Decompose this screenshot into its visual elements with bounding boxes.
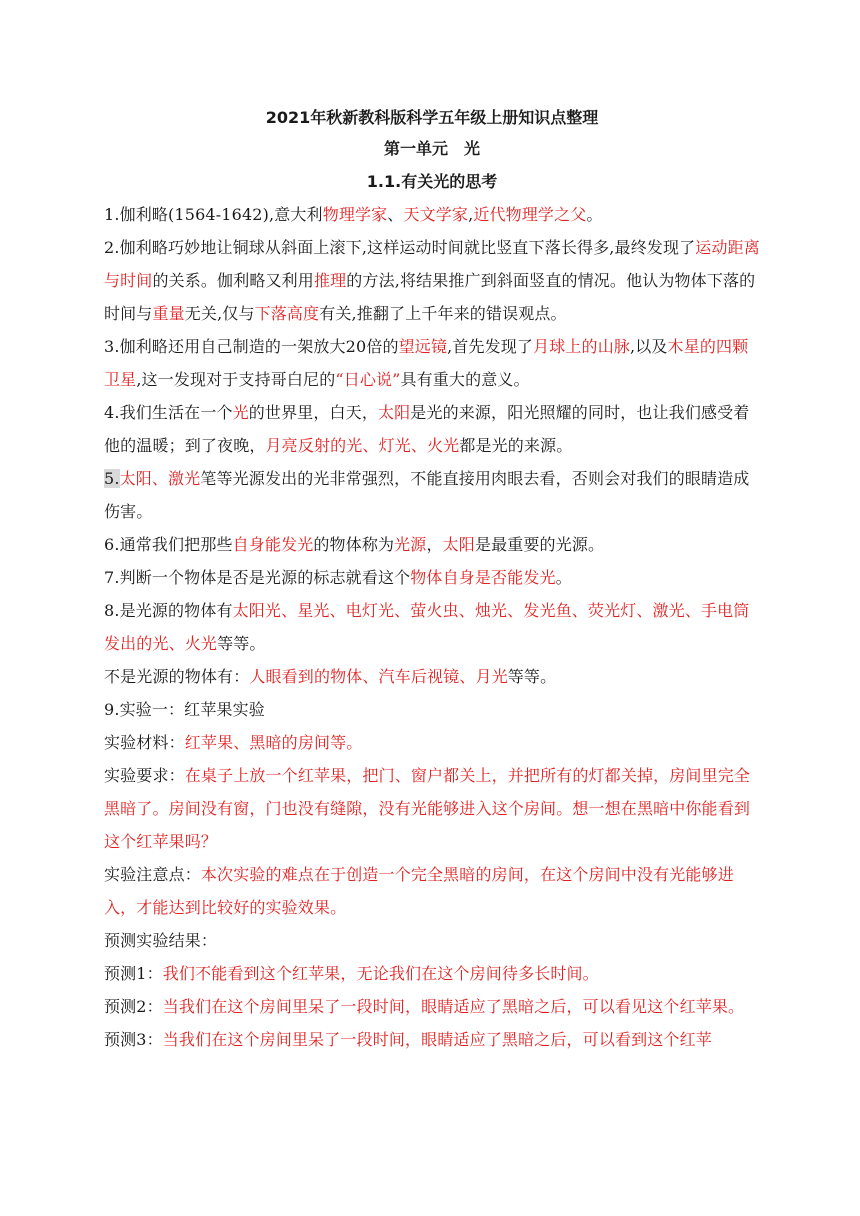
text-segment: ，: [426, 535, 443, 554]
document-page: [104, 104, 760, 1056]
paragraph: [104, 726, 760, 759]
paragraph: [104, 396, 760, 462]
unit-heading: 第一单元 光: [383, 139, 480, 158]
text-segment: ,: [468, 205, 474, 224]
highlighted-text: 太阳: [442, 535, 475, 554]
text-segment: 笔等光源发出的光非常强烈，不能直接用肉眼去看，否则会对我们的眼睛造成伤害。: [104, 469, 750, 521]
text-segment: 实验注意点：: [104, 865, 201, 884]
text-segment: 1.伽利略(1564-1642),意大利: [104, 205, 323, 224]
paragraph: [104, 330, 760, 396]
highlighted-text: 望远镜: [398, 337, 448, 356]
paragraph: [104, 528, 760, 561]
highlighted-text: 太阳: [377, 403, 411, 422]
text-segment: 预测1：: [104, 964, 163, 983]
text-segment: 实验材料：: [104, 733, 185, 752]
highlighted-text: “日心说”: [335, 370, 401, 389]
paragraph: [104, 594, 760, 660]
text-segment: 等等。: [217, 634, 266, 653]
text-segment: ,首先发现了: [447, 337, 534, 356]
text-segment: 4.我们生活在一个: [104, 403, 233, 422]
text-segment: 是光的来源，阳光照耀的同时，也让我们感受着他的温暖；到了夜晚，: [104, 403, 750, 455]
text-segment: 等等。: [507, 667, 557, 686]
text-segment: 6.通常我们把那些: [104, 535, 233, 554]
highlighted-text: 木星的四颗卫星: [104, 337, 749, 389]
document-body: [104, 198, 760, 1056]
highlighted-text: 红苹果、黑暗的房间等。: [184, 733, 363, 752]
text-segment: 不是光源的物体有：: [104, 667, 250, 686]
highlighted-text: 当我们在这个房间里呆了一段时间，眼睛适应了黑暗之后，可以看到这个红苹: [162, 1030, 712, 1049]
text-segment: 的世界里，白天，: [248, 403, 378, 422]
text-segment: 。: [555, 568, 572, 587]
highlighted-text: 在桌子上放一个红苹果，把门、窗户都关上，并把所有的灯都关掉，房间里完全黑暗了。房间没有窗，门也没有缝隙，没有光能够进入这个房间。想一想在黑暗中你能看到这个红苹果吗？: [104, 766, 751, 851]
text-segment: 预测实验结果：: [104, 931, 218, 950]
paragraph: [104, 561, 760, 594]
highlighted-text: 本次实验的难点在于创造一个完全黑暗的房间，在这个房间中没有光能够进入，才能达到比较好的实验效果。: [104, 865, 734, 917]
paragraph: [104, 759, 760, 858]
paragraph: [104, 924, 760, 957]
text-segment: 9.实验一：红苹果实验: [104, 700, 265, 719]
lesson-heading: 1.1.有关光的思考: [366, 172, 498, 191]
text-segment: 。: [586, 205, 603, 224]
text-segment: 具有重大的意义。: [400, 370, 530, 389]
highlighted-text: 近代物理学之父: [473, 205, 587, 224]
paragraph: [104, 660, 760, 693]
paragraph: [104, 198, 760, 231]
paragraph: [104, 990, 760, 1023]
highlighted-text: 自身能发光: [232, 535, 314, 554]
text-segment: ,这一发现对于支持哥白尼的: [136, 370, 336, 389]
text-segment: ,以及: [630, 337, 668, 356]
text-segment: 3.伽利略还用自己制造的一架放大20倍的: [104, 337, 399, 356]
highlighted-text: 我们不能看到这个红苹果，无论我们在这个房间待多长时间。: [162, 964, 599, 983]
text-segment: 的物体称为: [313, 535, 395, 554]
text-segment: 是最重要的光源。: [474, 535, 605, 554]
text-segment: 7.判断一个物体是否是光源的标志就看这个: [104, 568, 411, 587]
paragraph: [104, 693, 760, 726]
highlighted-text: 物理学家: [322, 205, 388, 224]
highlighted-text: 下落高度: [254, 304, 320, 323]
highlighted-text: 月球上的山脉: [533, 337, 630, 356]
highlighted-text: 太阳光、星光、电灯光、萤火虫、烛光、发光鱼、荧光灯、激光、手电筒发出的光、火光: [104, 601, 750, 653]
text-segment: 预测2：: [104, 997, 163, 1016]
highlighted-text: 月亮反射的光、灯光、火光: [265, 436, 460, 455]
highlighted-text: 推理: [313, 271, 347, 290]
highlighted-text: 光源: [394, 535, 427, 554]
text-segment: 预测3：: [104, 1030, 163, 1049]
highlighted-text: 光: [232, 403, 249, 422]
text-segment: 8.是光源的物体有: [104, 601, 233, 620]
text-segment: 的关系。伽利略又利用: [152, 271, 314, 290]
paragraph: [104, 858, 760, 924]
highlighted-text: 运动距离与时间: [104, 238, 760, 290]
highlighted-text: 当我们在这个房间里呆了一段时间，眼睛适应了黑暗之后，可以看见这个红苹果。: [162, 997, 745, 1016]
paragraph: [104, 1023, 760, 1056]
paragraph: [104, 957, 760, 990]
text-segment: 都是光的来源。: [459, 436, 573, 455]
highlighted-text: 重量: [152, 304, 185, 323]
text-segment: 2.伽利略巧妙地让铜球从斜面上滚下,这样运动时间就比竖直下落长得多,最终发现了: [104, 238, 696, 257]
highlighted-text: 物体自身是否能发光: [410, 568, 556, 587]
highlighted-text: 人眼看到的物体、汽车后视镜、月光: [249, 667, 508, 686]
paragraph: [104, 462, 760, 528]
text-segment: 5.: [104, 469, 120, 488]
highlighted-text: 太阳、激光: [119, 469, 201, 488]
text-segment: 无关,仅与: [184, 304, 255, 323]
paragraph: [104, 231, 760, 330]
text-segment: 实验要求：: [104, 766, 185, 785]
text-segment: 的方法,将结果推广到斜面竖直的情况。他认为物体下落的时间与: [104, 271, 756, 323]
text-segment: 有关,推翻了上千年来的错误观点。: [319, 304, 567, 323]
highlighted-text: 天文学家: [403, 205, 469, 224]
text-segment: 、: [387, 205, 404, 224]
document-title: 2021年秋新教科版科学五年级上册知识点整理: [265, 108, 599, 127]
